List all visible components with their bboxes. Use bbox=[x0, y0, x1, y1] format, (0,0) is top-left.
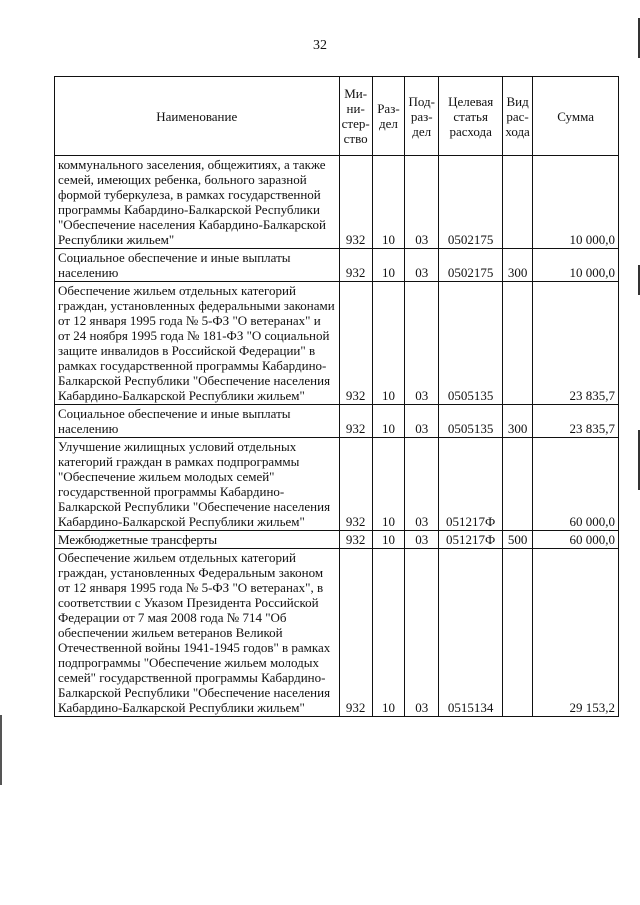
row-amount: 23 835,7 bbox=[533, 282, 619, 405]
row-name: Социальное обеспечение и иные выплаты населению bbox=[55, 249, 340, 282]
header-expense-type bbox=[502, 77, 532, 156]
row-section: 10 bbox=[372, 549, 404, 717]
header-target-line: статья bbox=[453, 108, 488, 124]
budget-table bbox=[54, 76, 619, 717]
row-ministry: 932 bbox=[339, 282, 372, 405]
header-section-line: Раз- bbox=[377, 101, 400, 116]
header-type-line: Вид bbox=[506, 93, 529, 109]
table-row bbox=[55, 249, 619, 282]
table-row bbox=[55, 549, 619, 717]
row-ministry: 932 bbox=[339, 549, 372, 717]
row-section: 10 bbox=[372, 405, 404, 438]
row-subsection: 03 bbox=[405, 438, 439, 531]
header-name: Наименование bbox=[55, 77, 340, 156]
row-ministry: 932 bbox=[339, 156, 372, 249]
row-target: 0505135 bbox=[439, 282, 503, 405]
row-amount: 10 000,0 bbox=[533, 156, 619, 249]
header-ministry-line: Ми- bbox=[344, 86, 368, 101]
scan-edge-mark bbox=[0, 715, 2, 785]
row-ministry: 932 bbox=[339, 531, 372, 549]
header-subsection-line: раз- bbox=[410, 108, 433, 124]
header-target-line: Целевая bbox=[448, 93, 494, 109]
table-row bbox=[55, 438, 619, 531]
header-ministry-line: ни- bbox=[346, 101, 365, 116]
header-subsection-line: дел bbox=[412, 123, 432, 139]
header-type-line: рас- bbox=[506, 108, 529, 124]
page-number: 32 bbox=[313, 38, 327, 53]
row-ministry: 932 bbox=[339, 438, 372, 531]
row-subsection: 03 bbox=[405, 405, 439, 438]
header-ministry-line: стер- bbox=[341, 116, 370, 131]
row-type: 300 bbox=[502, 249, 532, 282]
row-type: 300 bbox=[502, 405, 532, 438]
row-target: 0515134 bbox=[439, 549, 503, 717]
header-ministry bbox=[339, 77, 372, 156]
row-type bbox=[502, 438, 532, 531]
row-section: 10 bbox=[372, 156, 404, 249]
row-name: коммунального заселения, общежитиях, а также семей, имеющих ребенка, больного заразной формой туберкулеза, в рамках государственной программы Кабардино-Балкарской Республики "Обеспечение населения Кабардино-Балкарской Республики жильем" bbox=[55, 156, 340, 249]
row-target: 0502175 bbox=[439, 249, 503, 282]
row-section: 10 bbox=[372, 249, 404, 282]
header-ministry-line: ство bbox=[343, 131, 368, 146]
row-name: Улучшение жилищных условий отдельных категорий граждан в рамках подпрограммы "Обеспечение жильем молодых семей" государственной программы Кабардино-Балкарской Республики "Обеспечение населения Кабардино-Балкарской Республики жильем" bbox=[55, 438, 340, 531]
row-name: Межбюджетные трансферты bbox=[55, 531, 340, 549]
row-amount: 29 153,2 bbox=[533, 549, 619, 717]
row-ministry: 932 bbox=[339, 405, 372, 438]
row-section: 10 bbox=[372, 531, 404, 549]
table-row bbox=[55, 282, 619, 405]
table-row bbox=[55, 531, 619, 549]
row-name: Обеспечение жильем отдельных категорий граждан, установленных федеральными законами от 12 января 1995 года № 5-ФЗ "О ветеранах" и от 24 ноября 1995 года № 181-ФЗ "О социальной защите инвалидов в Российской Федерации" в рамках государственной программы Кабардино-Балкарской Республики "Обеспечение населения Кабардино-Балкарской Республики жильем" bbox=[55, 282, 340, 405]
row-target: 051217Ф bbox=[439, 531, 503, 549]
row-name: Обеспечение жильем отдельных категорий граждан, установленных Федеральным законом от 12 января 1995 года № 5-ФЗ "О ветеранах", в соответствии с Указом Президента Российской Федерации от 7 мая 2008 года № 714 "Об обеспечении жильем ветеранов Великой Отечественной войны 1941-1945 годов" в рамках подпрограммы "Обеспечение жильем молодых семей" государственной программы Кабардино-Балкарской Республики "Обеспечение населения Кабардино-Балкарской Республики жильем" bbox=[55, 549, 340, 717]
header-section-line: дел bbox=[379, 116, 398, 131]
row-subsection: 03 bbox=[405, 156, 439, 249]
header-subsection bbox=[405, 77, 439, 156]
header-target-line: расхода bbox=[449, 123, 492, 139]
header-section bbox=[372, 77, 404, 156]
row-type bbox=[502, 549, 532, 717]
table-row bbox=[55, 405, 619, 438]
table-row bbox=[55, 156, 619, 249]
row-target: 051217Ф bbox=[439, 438, 503, 531]
row-amount: 60 000,0 bbox=[533, 531, 619, 549]
row-type bbox=[502, 156, 532, 249]
row-target: 0502175 bbox=[439, 156, 503, 249]
row-target: 0505135 bbox=[439, 405, 503, 438]
row-amount: 23 835,7 bbox=[533, 405, 619, 438]
header-type-line: хода bbox=[505, 123, 530, 139]
row-section: 10 bbox=[372, 438, 404, 531]
row-amount: 60 000,0 bbox=[533, 438, 619, 531]
row-type: 500 bbox=[502, 531, 532, 549]
header-amount: Сумма bbox=[533, 77, 619, 156]
header-target-article bbox=[439, 77, 503, 156]
row-subsection: 03 bbox=[405, 249, 439, 282]
row-type bbox=[502, 282, 532, 405]
row-section: 10 bbox=[372, 282, 404, 405]
header-row bbox=[55, 77, 619, 156]
row-subsection: 03 bbox=[405, 531, 439, 549]
row-subsection: 03 bbox=[405, 549, 439, 717]
header-subsection-line: Под- bbox=[408, 93, 435, 109]
row-ministry: 932 bbox=[339, 249, 372, 282]
row-name: Социальное обеспечение и иные выплаты населению bbox=[55, 405, 340, 438]
row-subsection: 03 bbox=[405, 282, 439, 405]
row-amount: 10 000,0 bbox=[533, 249, 619, 282]
